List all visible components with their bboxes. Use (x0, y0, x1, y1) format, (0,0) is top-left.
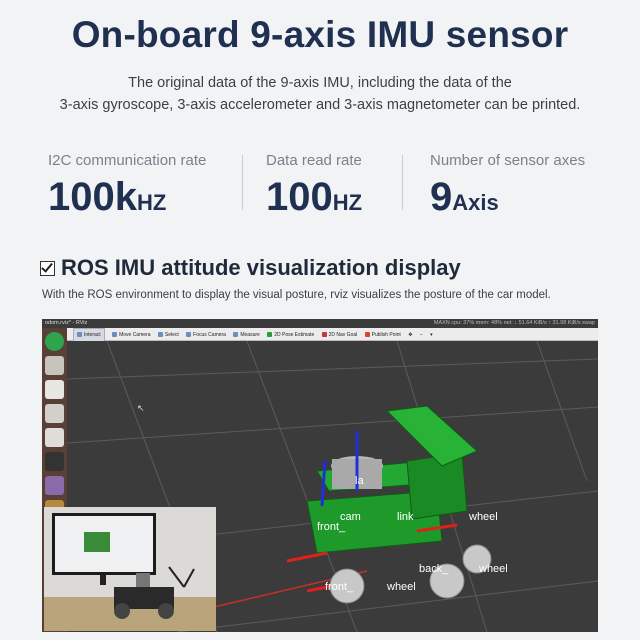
tool-publish-point[interactable]: Publish Point (365, 329, 401, 341)
interact-icon (77, 332, 82, 337)
stat-sensor-axes (430, 152, 585, 220)
frame-label-camera-link: link (397, 511, 414, 523)
launcher-app-icon[interactable] (45, 476, 64, 495)
tool-2d-nav-goal[interactable]: 2D Nav Goal (322, 329, 358, 341)
publish-point-icon (365, 332, 370, 337)
launcher-terminal-icon[interactable] (45, 452, 64, 471)
tool-options-button[interactable]: ▾ (430, 332, 433, 338)
robot-photo-inset (44, 507, 216, 631)
frame-label-camera: cam (340, 511, 361, 523)
stat-value (430, 175, 585, 220)
rviz-top-bar (42, 319, 598, 328)
add-tool-button[interactable]: ✥ (408, 332, 413, 338)
stat-divider (242, 155, 243, 210)
nav-goal-icon (322, 332, 327, 337)
robot-photo (44, 507, 216, 631)
frame-label-wheel-right: wheel (479, 563, 508, 575)
launcher-home-icon[interactable] (45, 332, 64, 351)
mouse-cursor-icon: ↖ (137, 403, 145, 413)
stat-label: Number of sensor axes (430, 152, 586, 169)
section-heading (40, 255, 461, 281)
launcher-settings-icon[interactable] (45, 428, 64, 447)
page-subtitle (0, 72, 640, 116)
frame-label-wheel-bottom: wheel (387, 581, 416, 593)
rviz-window-title: odom.rviz* - RViz (45, 320, 88, 326)
stat-i2c-rate (48, 152, 206, 220)
tool-focus-camera[interactable]: Focus Camera (186, 329, 226, 341)
stat-label: I2C communication rate (48, 152, 207, 169)
stat-unit: Axis (452, 190, 499, 215)
tool-measure[interactable]: Measure (233, 329, 259, 341)
subtitle-line-2: 3-axis gyroscope, 3-axis accelerometer and 3-axis magnetometer can be printed. (59, 97, 581, 113)
axis-x (287, 553, 327, 561)
subtitle-line-1: The original data of the 9-axis IMU, including the data of the (128, 75, 512, 91)
stat-number: 100k (48, 175, 137, 219)
frame-label-laser: la (355, 475, 364, 487)
page-title: On-board 9-axis IMU sensor (71, 14, 569, 55)
section-heading-text: ROS IMU attitude visualization display (61, 255, 461, 280)
tool-move-camera[interactable]: Move Camera (112, 329, 150, 341)
stat-label: Data read rate (266, 152, 362, 169)
launcher-app-icon[interactable] (45, 404, 64, 423)
stat-value (48, 175, 206, 220)
rviz-toolbar (67, 328, 598, 341)
remove-tool-button[interactable]: − (419, 332, 423, 338)
launcher-files-icon[interactable] (45, 356, 64, 375)
focus-camera-icon (186, 332, 191, 337)
frame-label-front-left: front_ (317, 521, 346, 533)
stat-divider (402, 155, 403, 210)
stat-unit: HZ (136, 190, 167, 215)
checkbox-icon (40, 261, 55, 276)
system-status: MAXN cpu: 37% mem: 48% net: ↓ 51.64 KiB/s ↑ 31.98 KiB/s swap (433, 320, 595, 326)
frame-label-wheel-mid: wheel (469, 511, 498, 523)
stats-row (0, 152, 640, 222)
frame-label-back-right: back_ (419, 563, 449, 575)
tool-2d-pose-estimate[interactable]: 2D Pose Estimate (267, 329, 314, 341)
stat-read-rate (266, 152, 362, 220)
pose-arrow-icon (267, 332, 272, 337)
section-description: With the ROS environment to display the visual posture, rviz visualizes the posture of the car model. (42, 289, 551, 301)
launcher-document-icon[interactable] (45, 380, 64, 399)
measure-icon (233, 332, 238, 337)
move-camera-icon (112, 332, 117, 337)
stat-number: 9 (430, 175, 453, 219)
robot-side-panel (407, 453, 467, 519)
frame-label-front-bottom: front_ (325, 581, 354, 593)
tool-select[interactable]: Select (158, 329, 179, 341)
select-icon (158, 332, 163, 337)
stat-value (266, 175, 362, 220)
tool-interact[interactable]: Interact (73, 328, 105, 342)
stat-number: 100 (266, 175, 333, 219)
stat-unit: HZ (332, 190, 363, 215)
